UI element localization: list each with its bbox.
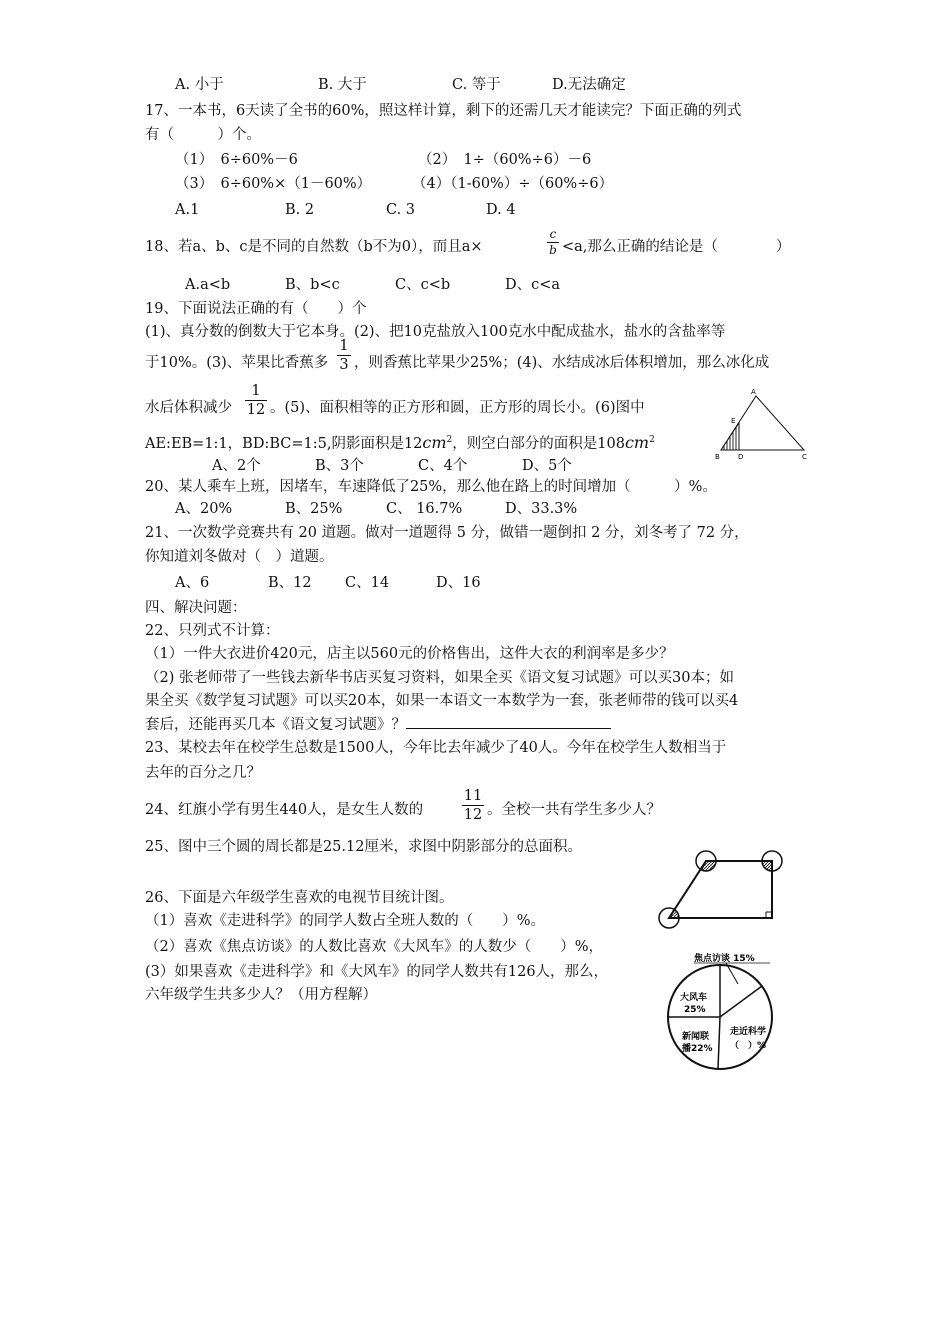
q17-expr-2: （2） 1÷（60%÷6）－6	[418, 152, 592, 168]
q22-part-2-line-2: 果全买《数学复习试题》可以买20本，如果一本语文一本数学为一套，张老师带的钱可以买4	[145, 693, 739, 709]
q25-quadrilateral	[669, 861, 772, 918]
q19-triangle-figure	[714, 384, 810, 462]
q18-fraction-num: c	[549, 227, 557, 241]
q19-label-e: E	[731, 417, 736, 425]
q17-expr-3: （3） 6÷60%×（1－60%）	[175, 176, 372, 192]
q19-line-4	[145, 430, 655, 454]
pie-divider-2	[720, 986, 762, 1017]
q20-option-b: B、25%	[285, 501, 343, 517]
q19-label-c: C	[802, 453, 807, 461]
q19-label-b: B	[715, 453, 720, 461]
q21-option-b: B、12	[268, 575, 312, 591]
q25-shaded-sector-2	[762, 861, 772, 871]
q18-option-b: B、b<c	[285, 277, 340, 293]
q21-option-c: C、14	[345, 575, 390, 591]
q19-unit-2-sup: 2	[649, 435, 655, 445]
q21-stem: 21、一次数学竞赛共有 20 道题。做对一道题得 5 分，做错一题倒扣 2 分，刘冬考了 72 分，	[145, 525, 749, 541]
q18-option-a: A.a<b	[185, 277, 231, 293]
q18-option-c: C、c<b	[395, 277, 451, 293]
pie-label-jiaodian: 焦点访谈 15%	[694, 954, 755, 964]
q19-unit-1: cm	[422, 432, 447, 452]
q19-option-a: A、2个	[212, 458, 261, 474]
q22-stem: 22、只列式不计算：	[145, 623, 280, 639]
q19-line-1: (1)、真分数的倒数大于它本身。(2)、把10克盐放入100克水中配成盐水，盐水的含盐率等	[145, 324, 726, 340]
q19-option-d: D、5个	[522, 458, 572, 474]
pie-label-dafengche: 大风车	[680, 993, 708, 1003]
q19-line-3a: 水后体积减少	[145, 400, 232, 416]
q24-fraction	[462, 788, 484, 823]
q21-option-d: D、16	[436, 575, 481, 591]
q19-label-d: D	[738, 453, 744, 461]
q20-option-d: D、33.3%	[505, 501, 578, 517]
q20-stem: 20、某人乘车上班，因堵车，车速降低了25%，那么他在路上的时间增加（ ）%。	[145, 479, 717, 495]
q17-option-c: C. 3	[386, 202, 416, 218]
q23-stem: 23、某校去年在校学生总数是1500人，今年比去年减少了40人。今年在校学生人数相当于	[145, 740, 727, 756]
q16-option-d: D.无法确定	[552, 77, 626, 93]
q24-stem-end: 。全校一共有学生多少人？	[487, 802, 661, 818]
q19-label-a: A	[751, 388, 756, 396]
q21-option-a: A、6	[175, 575, 210, 591]
q25-shaded-sector-3	[669, 909, 679, 918]
q17-option-d: D. 4	[486, 202, 516, 218]
q19-unit-1-sup: 2	[446, 435, 453, 445]
q17-option-a: A.1	[175, 202, 200, 218]
q19-option-c: C、4个	[418, 458, 468, 474]
q17-option-b: B. 2	[285, 202, 315, 218]
q26-part-2: （2）喜欢《焦点访谈》的人数比喜欢《大风车》的人数少（ ）%，	[145, 939, 604, 955]
pie-label-zoujin: 走近科学	[730, 1027, 767, 1037]
pie-value-xinwen: 播22%	[682, 1044, 713, 1054]
q17-expr-1: （1） 6÷60%－6	[175, 152, 298, 168]
q24-stem: 24、红旗小学有男生440人，是女生人数的	[145, 802, 424, 818]
q19-fraction-1-den: 3	[339, 357, 349, 373]
pie-label-xinwen: 新闻联	[682, 1032, 710, 1042]
q19-fraction-2	[245, 383, 267, 418]
q18-fraction-den: b	[549, 243, 557, 257]
q19-line-2a: 于10%。(3)、苹果比香蕉多	[145, 355, 329, 371]
q21-stem-cont: 你知道刘冬做对（ ）道题。	[145, 549, 334, 565]
q16-option-a: A. 小于	[175, 77, 224, 93]
q19-line-2b: ，则香蕉比苹果少25%；(4)、水结成冰后体积增加，那么冰化成	[354, 355, 770, 371]
q22-part-2-line-3-text: 套后，还能再买几本《语文复习试题》？	[145, 717, 406, 733]
q16-option-b: B. 大于	[318, 77, 367, 93]
q22-answer-blank[interactable]	[406, 714, 611, 729]
q19-fraction-2-num: 1	[251, 383, 261, 399]
q23-stem-cont: 去年的百分之几？	[145, 765, 261, 781]
q19-unit-2: cm	[624, 432, 650, 452]
q20-option-a: A、20%	[175, 501, 233, 517]
q26-stem: 26、下面是六年级学生喜欢的电视节目统计图。	[145, 890, 454, 906]
q26-pie-chart	[660, 950, 790, 1085]
pie-value-dafengche: 25%	[684, 1005, 706, 1015]
q17-stem-cont: 有（ ）个。	[145, 127, 261, 143]
q19-fraction-1	[337, 338, 351, 373]
q16-option-c: C. 等于	[452, 77, 501, 93]
q17-expr-4: （4）（1-60%）÷（60%÷6）	[412, 176, 614, 192]
q26-part-3: (3）如果喜欢《走进科学》和《大风车》的同学人数共有126人，那么，	[145, 964, 609, 980]
q26-part-4: 六年级学生共多少人？（用方程解）	[145, 987, 377, 1003]
q24-fraction-den: 12	[463, 807, 483, 823]
q19-line-3b: 。(5)、面积相等的正方形和圆，正方形的周长小。(6)图中	[270, 400, 645, 416]
q19-stem: 19、下面说法正确的有（ ）个	[145, 301, 367, 317]
q18-option-d: D、c<a	[505, 277, 561, 293]
q22-part-2-line-3	[145, 714, 611, 735]
q19-option-b: B、3个	[315, 458, 364, 474]
q18-stem-end: <a,那么正确的结论是（ ）	[562, 239, 791, 255]
pie-divider-4	[718, 1017, 720, 1069]
q19-fraction-2-den: 12	[246, 402, 266, 418]
q19-line-4b: ，则空白部分的面积是108	[452, 435, 625, 452]
q19-fraction-1-num: 1	[339, 338, 349, 354]
pie-value-zoujin: （ ）%	[730, 1041, 767, 1051]
q25-stem: 25、图中三个圆的周长都是25.12厘米，求图中阴影部分的总面积。	[145, 839, 582, 855]
q19-line-4a: AE:EB=1:1，BD:BC=1:5,阴影面积是12	[145, 435, 423, 452]
section-heading: 四、解决问题：	[145, 600, 247, 616]
q24-fraction-num: 11	[463, 788, 483, 804]
q22-part-1: （1）一件大衣进价420元，店主以560元的价格售出，这件大衣的利润率是多少？	[145, 646, 674, 662]
q22-part-2-line-1: （2) 张老师带了一些钱去新华书店买复习资料，如果全买《语文复习试题》可以买30本；如	[145, 670, 734, 686]
q18-fraction	[547, 228, 559, 257]
q25-circles-figure	[650, 845, 790, 930]
q26-part-1: （1）喜欢《走进科学》的同学人数占全班人数的（ ）%。	[145, 913, 546, 929]
q20-option-c: C、 16.7%	[386, 501, 463, 517]
q17-stem: 17、一本书，6天读了全书的60%，照这样计算，剩下的还需几天才能读完？下面正确的列式	[145, 103, 742, 119]
q18-stem: 18、若a、b、c是不同的自然数（b不为0），而且a×	[145, 239, 483, 255]
